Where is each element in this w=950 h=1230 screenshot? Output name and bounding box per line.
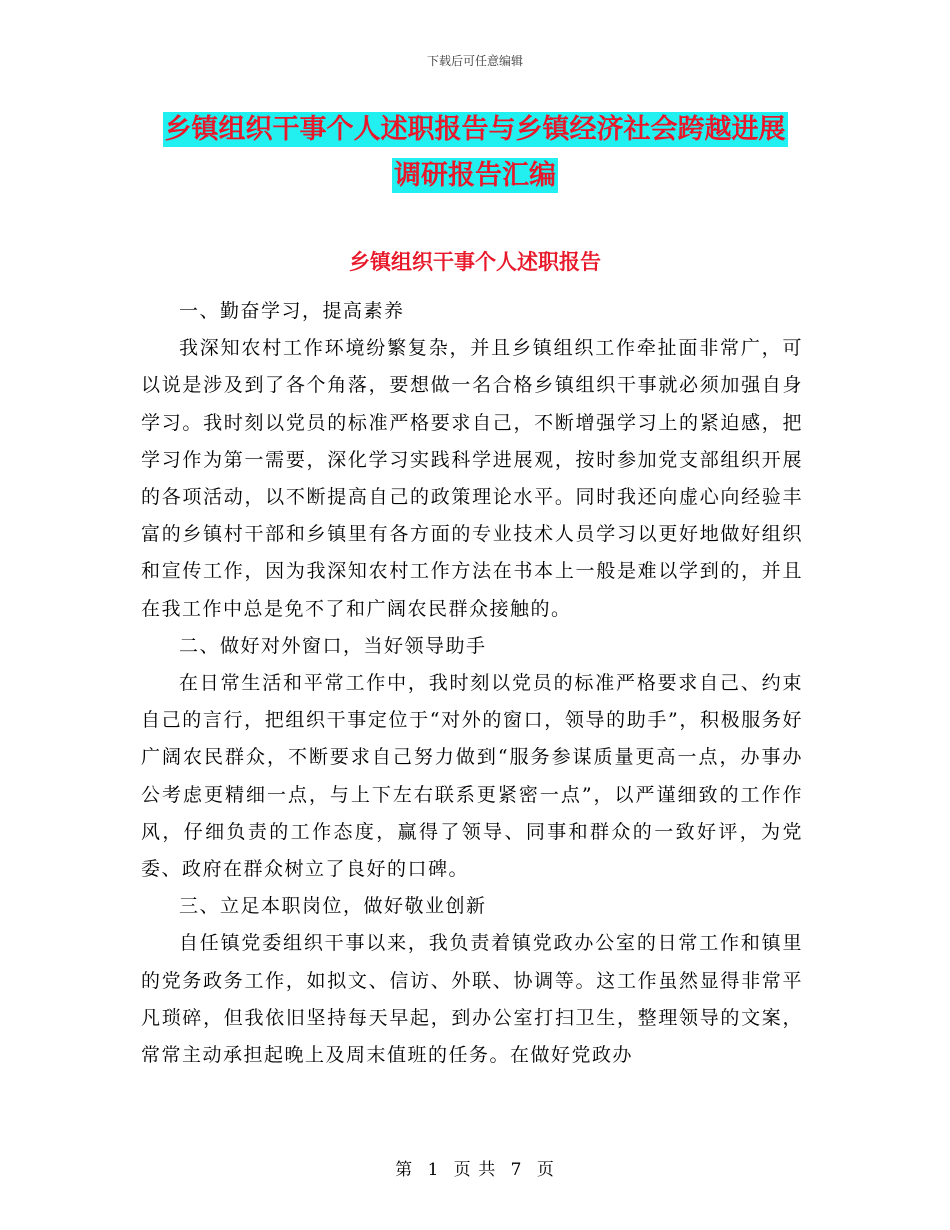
document-body <box>141 293 803 1074</box>
footer-total-pages: 7 <box>510 1160 523 1180</box>
paragraph-1: 我深知农村工作环境纷繁复杂，并且乡镇组织工作牵扯面非常广，可以说是涉及到了各个角落，要想做一名合格乡镇组织干事就必须加强自身学习。我时刻以党员的标准严格要求自己，不断增强学习上的紧迫感，把学习作为第一需要，深化学习实践科学进展观，按时参加党支部组织开展的各项活动，以不断提高自己的政策理论水平。同时我还向虚心向经验丰富的乡镇村干部和乡镇里有各方面的专业技术人员学习以更好地做好组织和宣传工作，因为我深知农村工作方法在书本上一般是难以学到的，并且在我工作中总是免不了和广阔农民群众接触的。 <box>141 337 803 620</box>
title-line-1: 乡镇组织干事个人述职报告与乡镇经济社会跨越进展 <box>164 114 786 145</box>
page-footer <box>0 1155 950 1180</box>
footer-prefix: 第 <box>395 1160 414 1180</box>
heading-3: 三、立足本职岗位，做好敬业创新 <box>179 895 487 918</box>
paragraph-2: 在日常生活和平常工作中，我时刻以党员的标准严格要求自己、约束自己的言行，把组织干事定位于“对外的窗口，领导的助手”，积极服务好广阔农民群众，不断要求自己努力做到“服务参谋质量更高一点，办事办公考虑更精细一点，与上下左右联系更紧密一点”，以严谨细致的工作作风，仔细负责的工作态度，赢得了领导、同事和群众的一致好评，为党委、政府在群众树立了良好的口碑。 <box>141 672 803 881</box>
title-line-2: 调研报告汇编 <box>394 160 556 191</box>
paragraph-3: 自任镇党委组织干事以来，我负责着镇党政办公室的日常工作和镇里的党务政务工作，如拟文、信访、外联、协调等。这工作虽然显得非常平凡琐碎，但我依旧坚持每天早起，到办公室打扫卫生，整理领导的文案，常常主动承担起晚上及周末值班的任务。在做好党政办 <box>141 932 803 1067</box>
header-note: 下载后可任意编辑 <box>426 54 523 68</box>
heading-2: 二、做好对外窗口，当好领导助手 <box>179 634 487 657</box>
footer-suffix: 页 <box>536 1160 555 1180</box>
heading-1: 一、勤奋学习，提高素养 <box>179 300 405 322</box>
document-title <box>0 107 950 199</box>
section-title: 乡镇组织干事个人述职报告 <box>349 250 601 274</box>
footer-mid: 页 共 <box>453 1160 497 1180</box>
footer-page-number: 1 <box>427 1160 440 1180</box>
